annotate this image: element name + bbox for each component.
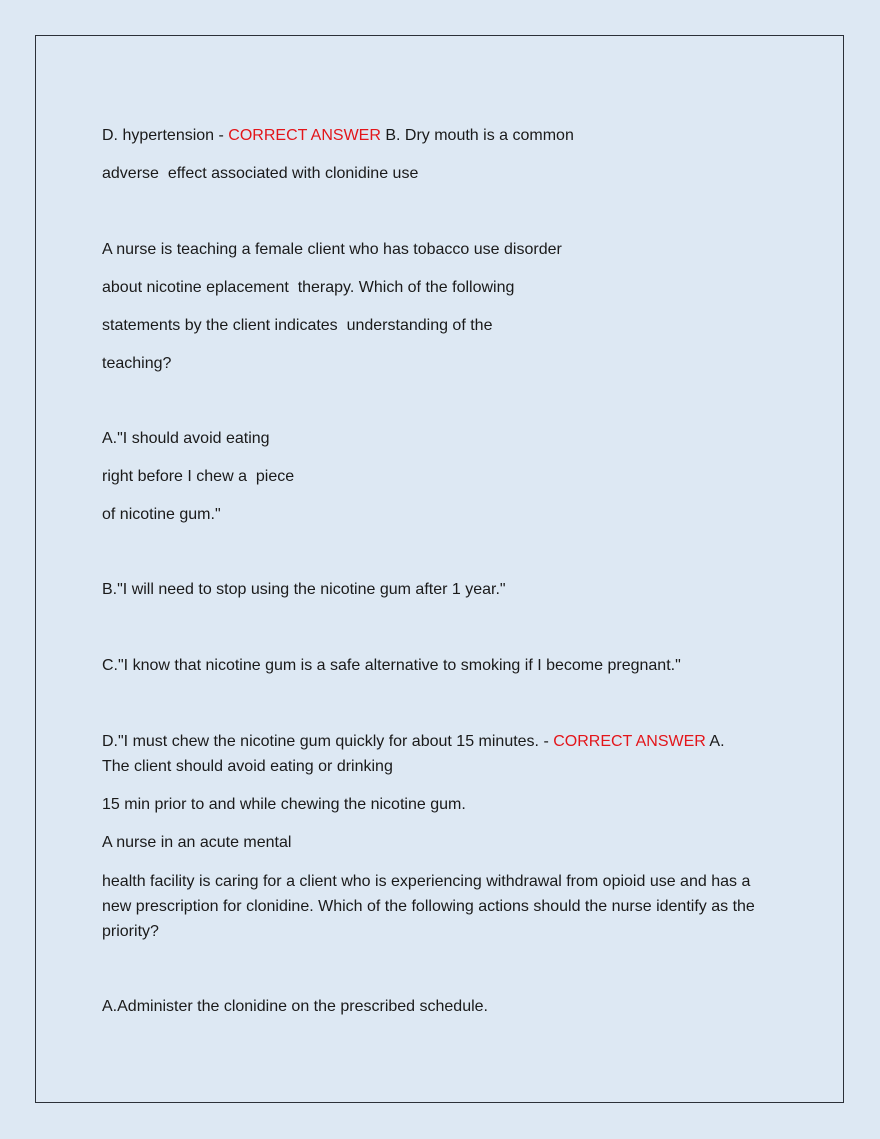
correct-answer-label: CORRECT ANSWER: [228, 127, 381, 144]
rationale-text: A.: [705, 733, 725, 750]
option-c: C."I know that nicotine gum is a safe alternative to smoking if I become pregnant.": [102, 657, 681, 674]
rationale-line: The client should avoid eating or drinking: [102, 758, 393, 775]
question-line: teaching?: [102, 355, 172, 372]
answer-text: D."I must chew the nicotine gum quickly for about 15 minutes. -: [102, 733, 554, 750]
question-line: A nurse is teaching a female client who has tobacco use disorder: [102, 241, 562, 258]
question-line: A nurse in an acute mental: [102, 834, 292, 851]
option-a-line: of nicotine gum.": [102, 506, 221, 523]
question-paragraph: health facility is caring for a client who is experiencing withdrawal from opioid use and has a new prescription for clonidine. Which of the following actions should the nurse identify as the priority?: [102, 873, 755, 940]
option-a-line: right before I chew a piece: [102, 468, 295, 485]
rationale-line: 15 min prior to and while chewing the nicotine gum.: [102, 796, 466, 813]
option-a-line: A."I should avoid eating: [102, 430, 270, 447]
answer-text: D. hypertension -: [102, 127, 229, 144]
answer-line-1: [102, 126, 574, 146]
rationale-line: adverse effect associated with clonidine use: [102, 165, 419, 182]
question-line: statements by the client indicates understanding of the: [102, 317, 493, 334]
option-d: [102, 732, 725, 752]
question-line: about nicotine eplacement therapy. Which of the following: [102, 279, 515, 296]
option-b: B."I will need to stop using the nicotine gum after 1 year.": [102, 581, 506, 598]
rationale-text: B. Dry mouth is a common: [380, 127, 574, 144]
option-a: A.Administer the clonidine on the prescribed schedule.: [102, 998, 488, 1015]
correct-answer-label: CORRECT ANSWER: [553, 733, 706, 750]
